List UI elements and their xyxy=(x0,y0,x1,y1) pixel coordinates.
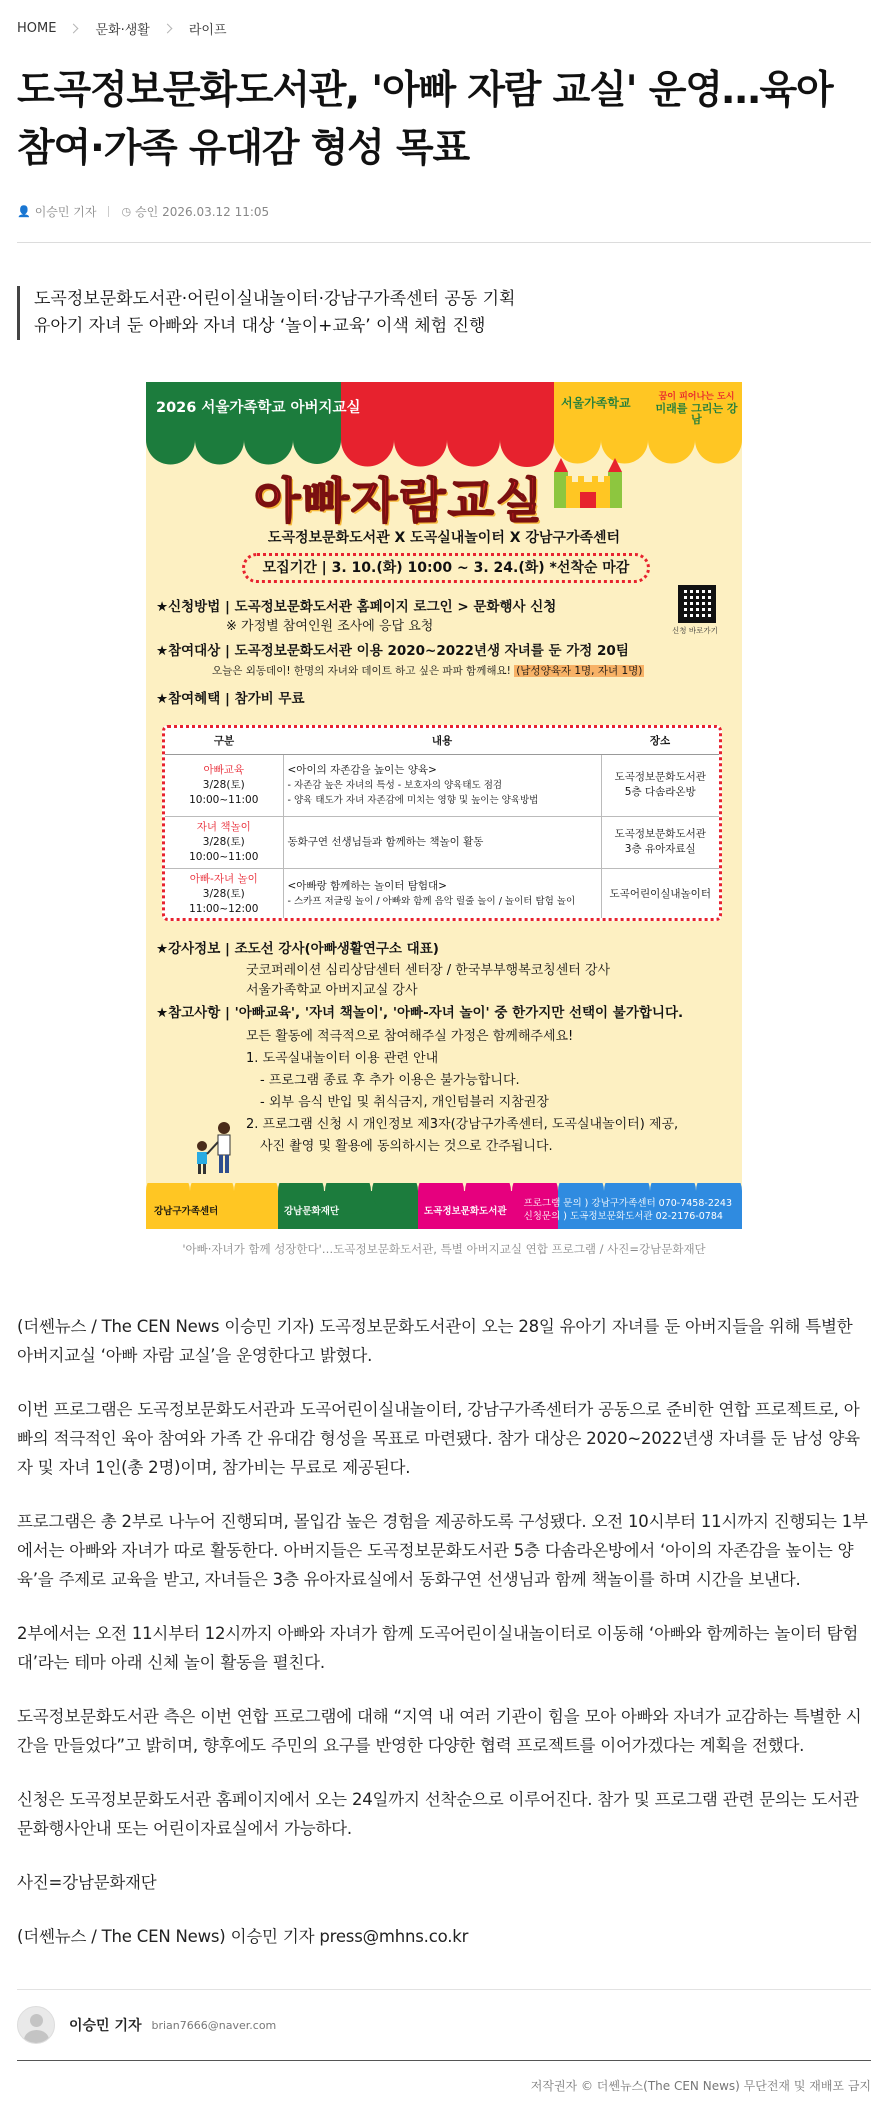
table-cell-type xyxy=(165,816,283,868)
body-paragraph: 프로그램은 총 2부로 나누어 진행되며, 몰입감 높은 경험을 제공하도록 구성됐다. 오전 10시부터 11시까지 진행되는 1부에서는 아빠와 자녀가 따로 활동한다. 아버지들은 도곡정보문화도서관 5층 다솜라온방에서 ‘아이의 자존감을 높이는 양육’을 주제로 교육을 받고, 자녀들은 3층 유아자료실에서 동화구연 선생님과 함께 책놀이를 하며 시간을 보낸다. xyxy=(17,1512,868,1589)
table-cell-content xyxy=(283,816,601,868)
breadcrumb-section[interactable]: 문화·생활 xyxy=(95,22,150,38)
poster-partners: 도곡정보문화도서관 X 도곡실내놀이터 X 강남구가족센터 xyxy=(267,530,621,546)
poster-contact xyxy=(524,1197,732,1223)
row-detail: - 자존감 높은 자녀의 특성 - 보호자의 양육태도 점검 xyxy=(287,779,503,791)
row-place: 도곡어린이실내놀이터 xyxy=(609,887,711,900)
divider xyxy=(17,242,871,243)
user-icon: 👤 xyxy=(17,204,31,218)
meta-divider xyxy=(108,206,109,217)
poster-school-logo: 서울가족학교 xyxy=(561,396,631,410)
castle-icon xyxy=(548,454,628,512)
poster-program-name: 2026 서울가족학교 아버지교실 xyxy=(156,400,361,416)
breadcrumb-subsection[interactable]: 라이프 xyxy=(188,22,227,38)
gangnam-slogan-top: 꿈이 피어나는 도시 xyxy=(658,392,735,402)
clock-icon: ◷ xyxy=(121,204,132,218)
breadcrumb-home[interactable]: HOME xyxy=(17,20,57,36)
table-header: 장소 xyxy=(601,728,719,754)
poster-notes-line: 1. 도곡실내놀이터 이용 관련 안내 xyxy=(246,1051,439,1066)
row-type: 아빠교육 xyxy=(203,763,245,776)
article-subtitle xyxy=(17,286,871,340)
table-cell-place xyxy=(601,816,719,868)
body-paragraph: 사진=강남문화재단 xyxy=(17,1873,157,1892)
body-paragraph: 이번 프로그램은 도곡정보문화도서관과 도곡어린이실내놀이터, 강남구가족센터가 공동으로 준비한 연합 프로젝트로, 아빠의 적극적인 육아 참여와 가족 간 유대감 형성을 목표로 마련됐다. 참가 대상은 2020~2022년생 자녀를 둔 남성 양육자 및 자녀 1인(총 2명)이며, 참가비는 무료로 제공된다. xyxy=(17,1400,860,1477)
row-time: 3/28(토) 11:00~12:00 xyxy=(189,887,259,915)
avatar xyxy=(17,2006,55,2044)
poster-qr-label: 신청 바로가기 xyxy=(672,626,718,635)
article-body xyxy=(17,1312,871,1951)
row-place-room: 5층 다솜라온방 xyxy=(624,786,696,798)
body-paragraph: (더쎈뉴스 / The CEN News) 이승민 기자 press@mhns.co.kr xyxy=(17,1927,469,1946)
poster-gangnam-logo xyxy=(651,392,742,425)
poster-benefit: ★참여혜택 | 참가비 무료 xyxy=(156,691,305,707)
subtitle-line: 유아기 자녀 둔 아빠와 자녀 대상 ‘놀이+교육’ 이색 체험 진행 xyxy=(34,316,486,336)
row-detail: - 양육 태도가 자녀 자존감에 미치는 영향 및 높이는 양육방법 xyxy=(287,794,539,806)
poster-target-note-line xyxy=(212,663,644,678)
footer-logo-gangnam-foundation: 강남문화재단 xyxy=(284,1206,340,1217)
table-header: 내용 xyxy=(283,728,601,754)
poster-target-note: 오늘은 외동데이! 한명의 자녀와 데이트 하고 싶은 파파 함께해요! xyxy=(212,665,511,677)
article-poster-image[interactable] xyxy=(146,382,742,1229)
article-meta xyxy=(17,200,871,222)
poster-notes: ★참고사항 | '아빠교육', '자녀 책놀이', '아빠-자녀 놀이' 중 한가지만 선택이 불가합니다. xyxy=(156,1005,684,1021)
poster-recruit-period: 모집기간 | 3. 10.(화) 10:00 ~ 3. 24.(화) *선착순 마감 xyxy=(242,553,650,583)
subtitle-line: 도곡정보문화도서관·어린이실내놀이터·강남구가족센터 공동 기획 xyxy=(34,289,516,309)
body-paragraph: 도곡정보문화도서관 측은 이번 연합 프로그램에 대해 “지역 내 여러 기관이 힘을 모아 아빠와 자녀가 교감하는 특별한 시간을 만들었다”고 밝히며, 향후에도 주민의 요구를 반영한 다양한 협력 프로젝트를 이어가겠다는 계획을 전했다. xyxy=(17,1707,862,1755)
table-cell-type xyxy=(165,754,283,816)
author-name[interactable]: 이승민 기자 xyxy=(69,2018,142,2034)
poster-notes-line: 2. 프로그램 신청 시 개인정보 제3자(강남구가족센터, 도곡실내놀이터) 제공, xyxy=(246,1117,679,1132)
chevron-right-icon xyxy=(162,23,172,33)
table-row xyxy=(165,754,719,816)
row-time: 3/28(토) 10:00~11:00 xyxy=(189,835,259,863)
contact-line: 신청문의 ) 도곡정보문화도서관 02-2176-0784 xyxy=(523,1211,723,1222)
poster-lecturer: ★강사정보 | 조도선 강사(아빠생활연구소 대표) xyxy=(156,941,439,957)
table-cell-type xyxy=(165,868,283,920)
row-title: 동화구연 선생님들과 함께하는 책놀이 활동 xyxy=(287,835,484,848)
table-cell-place xyxy=(601,868,719,920)
poster-schedule-table xyxy=(162,725,722,921)
footer-logo-library: 도곡정보문화도서관 xyxy=(424,1206,507,1217)
row-detail: - 스카프 저글링 놀이 / 아빠와 함께 음악 릴줄 놀이 / 놀이터 탐험 놀이 xyxy=(287,896,576,908)
breadcrumb xyxy=(17,0,871,56)
body-paragraph: 2부에서는 오전 11시부터 12시까지 아빠와 자녀가 함께 도곡어린이실내놀이터로 이동해 ‘아빠와 함께하는 놀이터 탐험대’라는 테마 아래 신체 놀이 활동을 펼친다. xyxy=(17,1624,859,1672)
table-row xyxy=(165,816,719,868)
meta-author: 이승민 기자 xyxy=(34,204,97,219)
table-cell-content xyxy=(283,754,601,816)
table-header: 구분 xyxy=(165,728,283,754)
table-cell-place xyxy=(601,754,719,816)
poster-lecturer-line: 굿코퍼레이션 심리상담센터 센터장 / 한국부부행복코칭센터 강사 xyxy=(246,963,611,978)
row-place-room: 3층 유아자료실 xyxy=(624,843,696,855)
row-type: 아빠-자녀 놀이 xyxy=(189,872,258,885)
row-title: <아이의 자존감을 높이는 양육> xyxy=(287,763,437,776)
image-caption: '아빠·자녀가 함께 성장한다'…도곡정보문화도서관, 특별 아버지교실 연합 프로그램 / 사진=강남문화재단 xyxy=(182,1242,706,1256)
contact-line: 프로그램 문의 ) 강남구가족센터 070-7458-2243 xyxy=(523,1198,732,1209)
father-child-illustration-icon xyxy=(184,1120,244,1176)
qr-code-icon[interactable] xyxy=(678,585,716,623)
copyright-notice: 저작권자 © 더쎈뉴스(The CEN News) 무단전재 및 재배포 금지 xyxy=(530,2079,871,2093)
meta-published: 승인 2026.03.12 11:05 xyxy=(135,204,270,219)
chevron-right-icon xyxy=(69,23,79,33)
row-place: 도곡정보문화도서관 xyxy=(614,771,706,783)
row-title: <아빠랑 함께하는 놀이터 탐험대> xyxy=(287,880,447,893)
poster-stripe-red xyxy=(341,382,554,440)
table-cell-content xyxy=(283,868,601,920)
gangnam-slogan-bottom: 미래를 그리는 강남 xyxy=(655,402,738,426)
poster-target: ★참여대상 | 도곡정보문화도서관 이용 2020~2022년생 자녀를 둔 가정 20팀 xyxy=(156,643,629,659)
poster-apply-note: ※ 가정별 참여인원 조사에 응답 요청 xyxy=(226,619,434,634)
body-paragraph: 신청은 도곡정보문화도서관 홈페이지에서 오는 24일까지 선착순으로 이루어진다. 참가 및 프로그램 관련 문의는 도서관 문화행사안내 또는 어린이자료실에서 가능하다. xyxy=(17,1790,859,1838)
poster-target-highlight: (남성양육자 1명, 자녀 1명) xyxy=(516,665,643,677)
poster-apply-method: ★신청방법 | 도곡정보문화도서관 홈페이지 로그인 > 문화행사 신청 xyxy=(156,599,557,615)
poster-notes-line: 모든 활동에 적극적으로 참여해주실 가정은 함께해주세요! xyxy=(246,1029,574,1044)
article-headline: 도곡정보문화도서관, '아빠 자람 교실' 운영…육아 참여·가족 유대감 형성 목표 xyxy=(17,68,833,171)
row-place: 도곡정보문화도서관 xyxy=(614,828,706,840)
body-paragraph: (더쎈뉴스 / The CEN News 이승민 기자) 도곡정보문화도서관이 오는 28일 유아기 자녀를 둔 아버지들을 위해 특별한 아버지교실 ‘아빠 자람 교실’을 운영한다고 밝혔다. xyxy=(17,1317,853,1365)
footer-logo-family-center: 강남구가족센터 xyxy=(154,1206,219,1217)
row-type: 자녀 책놀이 xyxy=(196,820,251,833)
poster-lecturer-line: 서울가족학교 아버지교실 강사 xyxy=(246,983,418,998)
row-time: 3/28(토) 10:00~11:00 xyxy=(189,778,259,806)
poster-notes-line: - 외부 음식 반입 및 취식금지, 개인텀블러 지참권장 xyxy=(260,1095,549,1110)
table-row xyxy=(165,868,719,920)
poster-notes-line: 사진 촬영 및 활용에 동의하시는 것으로 간주됩니다. xyxy=(260,1139,553,1154)
poster-notes-line: - 프로그램 종료 후 추가 이용은 불가능합니다. xyxy=(260,1073,520,1088)
author-email[interactable]: brian7666@naver.com xyxy=(151,2018,277,2032)
poster-main-title: 아빠자람교실 xyxy=(254,473,545,529)
author-box xyxy=(17,1990,871,2060)
